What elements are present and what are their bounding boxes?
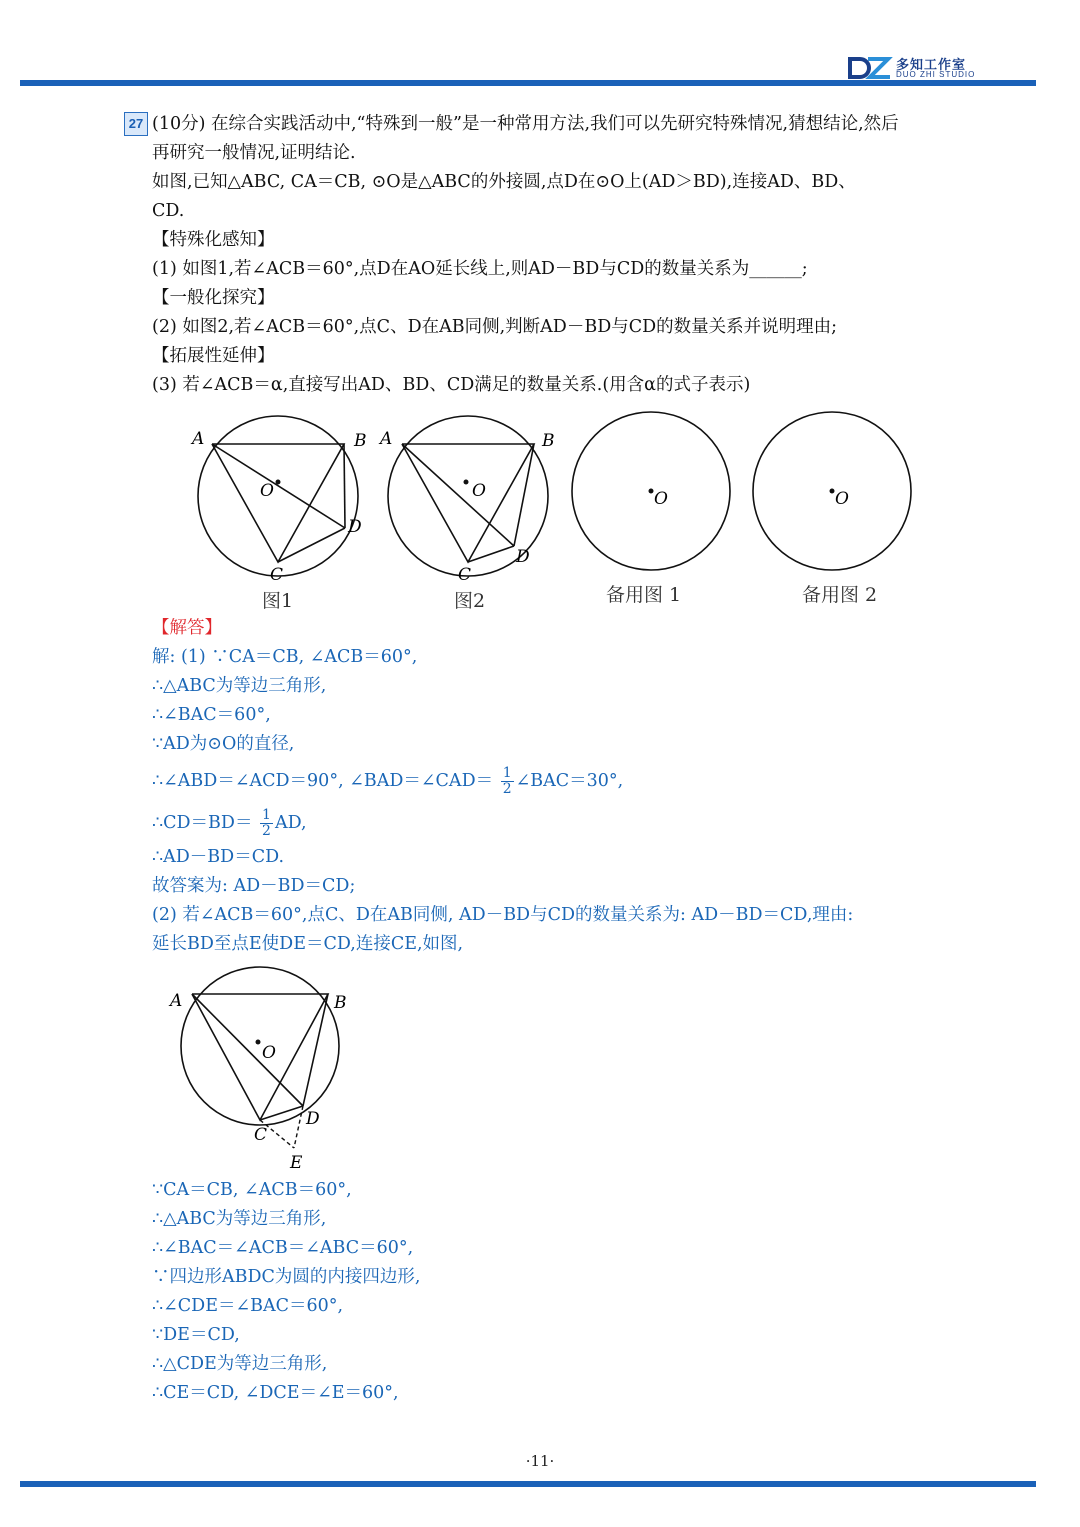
label-e: E <box>290 1153 303 1173</box>
answer-line-post: AD, <box>274 813 307 833</box>
segment-ad <box>402 444 514 546</box>
label-b: B <box>542 431 555 451</box>
label-d: D <box>516 547 530 567</box>
figure-solution <box>166 960 366 1175</box>
segment-bd <box>514 444 534 546</box>
label-a: A <box>170 991 183 1011</box>
header-rule <box>20 80 1036 86</box>
triangle-abc <box>192 994 328 1120</box>
caption-spare-1: 备用图 1 <box>606 584 682 606</box>
question-line: (3) 若∠ACB＝α,直接写出AD、BD、CD满足的数量关系.(用含α的式子表示) <box>152 375 751 395</box>
answer-heading: 【解答】 <box>152 618 222 638</box>
center-point <box>830 489 835 494</box>
label-c: C <box>458 565 472 585</box>
label-o: O <box>262 1043 276 1063</box>
fraction-den: 2 <box>502 781 512 797</box>
studio-name-en: DUO ZHI STUDIO <box>896 70 976 79</box>
question-line: (10分) 在综合实践活动中,“特殊到一般”是一种常用方法,我们可以先研究特殊情况,猜想结论,然后 <box>152 114 899 134</box>
answer-line-pre: ∴CD＝BD＝ <box>152 813 253 833</box>
question-number-badge: 27 <box>124 112 148 136</box>
answer-line: ∵CA＝CB, ∠ACB＝60°, <box>152 1180 352 1200</box>
answer-line: 延长BD至点E使DE＝CD,连接CE,如图, <box>152 934 464 954</box>
circle-o <box>181 967 339 1125</box>
fraction-den: 2 <box>262 823 271 839</box>
segment-ad <box>212 444 345 528</box>
answer-line: 解: (1) ∵CA＝CB, ∠ACB＝60°, <box>152 647 418 667</box>
fraction-half <box>260 808 273 839</box>
question-line: CD. <box>152 201 185 221</box>
segment-ad <box>192 994 303 1106</box>
answer-line: ∴∠CDE＝∠BAC＝60°, <box>152 1296 344 1316</box>
answer-line: ∵DE＝CD, <box>152 1325 240 1345</box>
label-o: O <box>835 489 849 509</box>
answer-line-post: ∠BAC＝30°, <box>515 771 624 791</box>
center-point <box>464 480 469 485</box>
center-point <box>276 480 281 485</box>
label-d: D <box>306 1109 320 1129</box>
label-b: B <box>334 993 347 1013</box>
question-line: (1) 如图1,若∠ACB＝60°,点D在AO延长线上,则AD－BD与CD的数量关系为______; <box>152 259 808 279</box>
answer-line: 故答案为: AD－BD＝CD; <box>152 876 356 896</box>
segment-bd <box>344 444 345 528</box>
fraction-num: 1 <box>262 807 271 823</box>
studio-logo-icon <box>846 55 894 81</box>
question-line: (2) 如图2,若∠ACB＝60°,点C、D在AB同侧,判断AD－BD与CD的数量关系并说明理由; <box>152 317 838 337</box>
fraction-num: 1 <box>502 765 512 781</box>
segment-bd <box>303 994 328 1106</box>
caption-fig-1: 图1 <box>262 590 294 612</box>
answer-line: ∴CE＝CD, ∠DCE＝∠E＝60°, <box>152 1383 399 1403</box>
question-line: 【一般化探究】 <box>152 288 275 308</box>
answer-line: ∴∠BAC＝∠ACB＝∠ABC＝60°, <box>152 1238 414 1258</box>
center-point <box>256 1040 261 1045</box>
caption-fig-2: 图2 <box>454 590 486 612</box>
answer-line-pre: ∴∠ABD＝∠ACD＝90°, ∠BAD＝∠CAD＝ <box>152 771 494 791</box>
answer-line-with-fraction <box>152 766 623 797</box>
figure-2 <box>378 400 558 590</box>
caption-spare-2: 备用图 2 <box>802 584 878 606</box>
label-d: D <box>348 517 362 537</box>
circle-o <box>198 416 358 576</box>
label-c: C <box>270 565 284 585</box>
label-o: O <box>472 481 486 501</box>
label-b: B <box>354 431 367 451</box>
spare-figure-1 <box>565 405 737 577</box>
fraction-half <box>501 766 514 797</box>
answer-line-with-fraction <box>152 808 307 839</box>
page-number: ·11· <box>525 1452 555 1470</box>
answer-line: (2) 若∠ACB＝60°,点C、D在AB同侧, AD－BD与CD的数量关系为: AD－BD＝CD,理由: <box>152 905 854 925</box>
answer-line: ∴△ABC为等边三角形, <box>152 1209 327 1229</box>
label-a: A <box>380 429 393 449</box>
question-line: 【拓展性延伸】 <box>152 346 275 366</box>
answer-line: ∴△CDE为等边三角形, <box>152 1354 328 1374</box>
label-c: C <box>254 1125 268 1145</box>
figure-1 <box>190 400 370 590</box>
answer-line: ∵四边形ABDC为圆的内接四边形, <box>152 1267 421 1287</box>
answer-line: ∴∠BAC＝60°, <box>152 705 271 725</box>
label-o: O <box>654 489 668 509</box>
footer-rule <box>20 1481 1036 1487</box>
answer-line: ∴AD－BD＝CD. <box>152 847 285 867</box>
label-o: O <box>260 481 274 501</box>
spare-figure-2 <box>746 405 918 577</box>
answer-line: ∵AD为⊙O的直径, <box>152 734 295 754</box>
label-a: A <box>192 429 205 449</box>
studio-name: 多知工作室 <box>896 57 967 72</box>
answer-line: ∴△ABC为等边三角形, <box>152 676 327 696</box>
question-line: 如图,已知△ABC, CA＝CB, ⊙O是△ABC的外接圆,点D在⊙O上(AD＞BD),连接AD、BD、 <box>152 172 856 192</box>
question-line: 【特殊化感知】 <box>152 230 275 250</box>
triangle-abc <box>212 444 344 562</box>
center-point <box>649 489 654 494</box>
question-line: 再研究一般情况,证明结论. <box>152 143 356 163</box>
